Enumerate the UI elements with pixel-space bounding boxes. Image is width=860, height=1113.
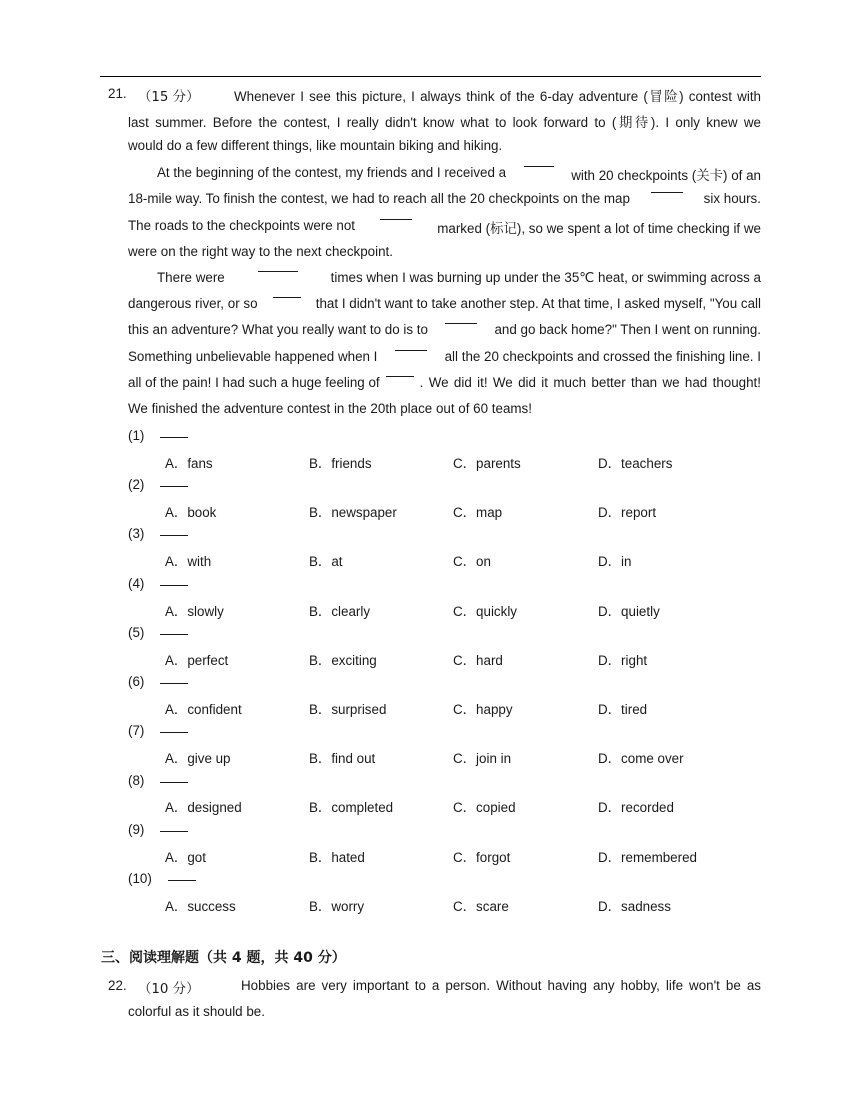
option-a[interactable]: A．slowly (165, 604, 224, 619)
answer-blank (395, 349, 427, 351)
option-b[interactable]: B．newspaper (309, 505, 397, 520)
passage-segment: that I didn't want to take another step. At that time, I asked myself, "You call (315, 296, 761, 311)
option-b[interactable]: B．friends (309, 456, 372, 471)
option-c[interactable]: C．happy (453, 702, 513, 717)
answer-blank (524, 165, 554, 167)
option-a[interactable]: A．success (165, 899, 236, 914)
question-label: (7) (128, 723, 188, 738)
passage-line (157, 165, 761, 184)
passage-segment: all the 20 checkpoints and crossed the finishing line. I (444, 349, 761, 364)
passage-segment: six hours. (703, 191, 761, 206)
answer-blank (386, 375, 414, 377)
header-rule (100, 76, 761, 77)
question-label: (6) (128, 674, 188, 689)
question-label: (8) (128, 773, 188, 788)
passage-line: last summer. Before the contest, I really didn't know what to look forward to (期待). I only knew we (128, 115, 761, 130)
option-d[interactable]: D．teachers (598, 456, 673, 471)
answer-blank (258, 270, 298, 272)
answer-blank (380, 218, 412, 220)
option-a[interactable]: A．designed (165, 800, 242, 815)
option-d[interactable]: D．recorded (598, 800, 674, 815)
passage-segment: marked (标记), so we spent a lot of time checking if we (437, 221, 761, 236)
passage-segment: all of the pain! I had such a huge feeling of (128, 375, 380, 390)
option-b[interactable]: B．at (309, 554, 343, 569)
answer-blank (445, 322, 477, 324)
question-label: (9) (128, 822, 188, 837)
passage-line (128, 375, 761, 390)
passage-line: would do a few different things, like mountain biking and hiking. (128, 138, 503, 153)
passage-segment: and go back home?" Then I went on running. (494, 322, 761, 337)
passage-segment: . We did it! We did it much better than we had thought! (419, 375, 761, 390)
option-b[interactable]: B．find out (309, 751, 376, 766)
option-d[interactable]: D．quietly (598, 604, 660, 619)
option-b[interactable]: B．completed (309, 800, 394, 815)
passage-segment: The roads to the checkpoints were not (128, 218, 356, 233)
question-label: (2) (128, 477, 188, 492)
option-d[interactable]: D．report (598, 505, 657, 520)
passage-line (128, 349, 761, 364)
option-a[interactable]: A．give up (165, 751, 231, 766)
option-d[interactable]: D．tired (598, 702, 648, 717)
option-c[interactable]: C．forgot (453, 850, 511, 865)
option-d[interactable]: D．sadness (598, 899, 671, 914)
answer-blank (651, 191, 683, 193)
answer-blank (273, 296, 301, 298)
option-c[interactable]: C．on (453, 554, 491, 569)
option-b[interactable]: B．hated (309, 850, 365, 865)
passage-line (128, 191, 761, 206)
option-a[interactable]: A．with (165, 554, 212, 569)
passage-line: Whenever I see this picture, I always think of the 6-day adventure (冒险) contest with (234, 89, 761, 104)
option-c[interactable]: C．copied (453, 800, 516, 815)
option-c[interactable]: C．join in (453, 751, 512, 766)
passage-segment: dangerous river, or so (128, 296, 258, 311)
option-a[interactable]: A．confident (165, 702, 242, 717)
option-d[interactable]: D．remembered (598, 850, 697, 865)
passage-segment: At the beginning of the contest, my friends and I received a (157, 165, 507, 180)
option-c[interactable]: C．hard (453, 653, 503, 668)
option-d[interactable]: D．come over (598, 751, 684, 766)
option-a[interactable]: A．got (165, 850, 206, 865)
passage-line (157, 270, 761, 286)
option-a[interactable]: A．perfect (165, 653, 229, 668)
passage-line: colorful as it should be. (128, 1004, 265, 1019)
question-label: (10) (128, 871, 196, 886)
passage-segment: with 20 checkpoints (关卡) of an (571, 168, 761, 183)
q21-score: （15 分） (138, 90, 200, 105)
option-a[interactable]: A．fans (165, 456, 213, 471)
option-c[interactable]: C．quickly (453, 604, 517, 619)
question-label: (5) (128, 625, 188, 640)
option-b[interactable]: B．exciting (309, 653, 377, 668)
passage-line (128, 218, 761, 237)
passage-segment: Something unbelievable happened when I (128, 349, 378, 364)
option-a[interactable]: A．book (165, 505, 217, 520)
passage-line: were on the right way to the next checkpoint. (128, 244, 393, 259)
option-b[interactable]: B．worry (309, 899, 365, 914)
option-d[interactable]: D．right (598, 653, 648, 668)
q21-number: 21. (108, 86, 127, 101)
passage-line: We finished the adventure contest in the 20th place out of 60 teams! (128, 401, 532, 416)
option-b[interactable]: B．clearly (309, 604, 371, 619)
passage-line: Hobbies are very important to a person. Without having any hobby, life won't be as (241, 978, 761, 993)
option-c[interactable]: C．scare (453, 899, 509, 914)
passage-line (128, 296, 761, 311)
section-heading: 三、阅读理解题（共 4 题，共 40 分） (101, 950, 346, 966)
option-b[interactable]: B．surprised (309, 702, 387, 717)
passage-line (128, 322, 761, 337)
option-c[interactable]: C．parents (453, 456, 521, 471)
q22-number: 22. (108, 978, 127, 993)
question-label: (4) (128, 576, 188, 591)
question-label: (1) (128, 428, 188, 443)
option-d[interactable]: D．in (598, 554, 632, 569)
q22-score: （10 分） (138, 982, 200, 997)
question-label: (3) (128, 526, 188, 541)
passage-segment: There were (157, 270, 225, 285)
passage-segment: times when I was burning up under the 35℃ heat, or swimming across a (330, 270, 761, 285)
passage-segment: this an adventure? What you really want to do is to (128, 322, 428, 337)
passage-segment: 18-mile way. To finish the contest, we had to reach all the 20 checkpoints on the map (128, 191, 630, 206)
option-c[interactable]: C．map (453, 505, 503, 520)
